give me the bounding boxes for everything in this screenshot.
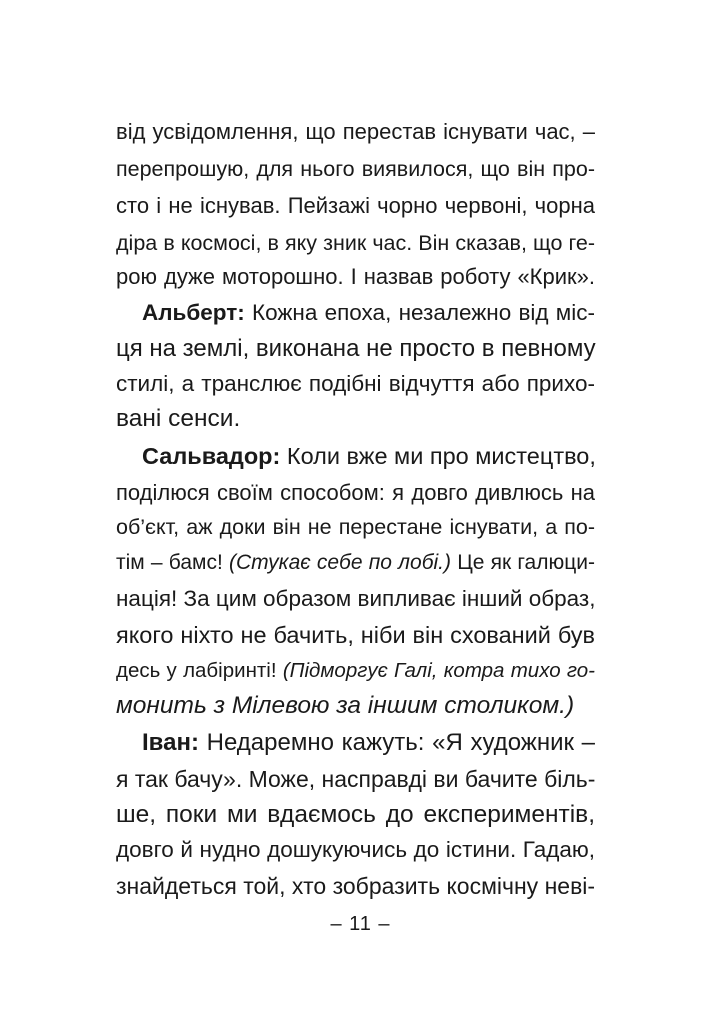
- line-text: якого ніхто не бачить, ніби він схований був: [116, 622, 595, 648]
- text-line: [116, 871, 595, 901]
- line-text: ше, поки ми вдаємось до експериментів,: [116, 801, 595, 828]
- line-text: рою дуже моторошно. І назвав роботу «Крик».: [116, 264, 595, 289]
- stage-direction: (Стукає себе по лобі.): [228, 551, 451, 574]
- line-text: я так бачу». Може, насправді ви бачите біль-: [116, 766, 596, 792]
- line-text: тім – бамс!: [116, 551, 229, 574]
- line-text: перепрошую, для нього виявилося, що він про-: [116, 157, 595, 181]
- line-text: об’єкт, аж доки він не перестане існувати, а по-: [116, 515, 595, 539]
- stage-direction: (Підморгує Галі, котра тихо го-: [282, 659, 595, 682]
- text-line: [116, 584, 595, 614]
- line-text: сто і не існував. Пейзажі чорно червоні, чорна: [116, 193, 595, 218]
- speaker-name: Альберт:: [142, 300, 245, 325]
- text-line: [116, 691, 595, 721]
- text-line: [116, 800, 595, 830]
- text-line: [116, 404, 595, 434]
- line-text: Це як галюци-: [451, 551, 595, 574]
- text-line: [116, 478, 595, 508]
- dialogue-line-salvador: [142, 441, 595, 471]
- text-line: [116, 369, 595, 399]
- speaker-name: Іван:: [142, 729, 199, 756]
- line-text: Недаремно кажуть: «Я художник –: [198, 729, 595, 756]
- text-line: [116, 228, 595, 258]
- line-text: десь у лабіринті!: [116, 659, 283, 682]
- speaker-name: Сальвадор:: [142, 443, 281, 469]
- text-line: [116, 191, 595, 221]
- page-number: – 11 –: [330, 913, 391, 935]
- line-text: вані сенси.: [116, 405, 241, 432]
- stage-direction: монить з Мілевою за іншим столиком.): [116, 692, 575, 719]
- text-line: [116, 334, 595, 364]
- line-text: від усвідомлення, що перестав існувати час, –: [116, 119, 595, 144]
- line-text: поділюся своїм способом: я довго дивлюсь на: [116, 480, 595, 505]
- dialogue-line-albert: [142, 298, 595, 328]
- text-line: [116, 154, 595, 184]
- text-line: [116, 262, 595, 292]
- text-line: [116, 835, 595, 865]
- line-text: ця на землі, виконана не просто в певному: [116, 335, 596, 362]
- dialogue-line-ivan: [142, 728, 595, 758]
- text-line: [116, 764, 595, 794]
- line-text: діра в космосі, в яку зник час. Він сказав, що ге-: [116, 231, 595, 255]
- line-text: знайдеться той, хто зобразить космічну неві-: [116, 873, 596, 899]
- line-text: нація! За цим образом випливає інший образ,: [116, 586, 596, 611]
- line-text: Коли вже ми про мистецтво,: [280, 443, 596, 469]
- text-line: [116, 656, 595, 686]
- text-line: [116, 548, 595, 578]
- line-text: Кожна епоха, незалежно від міс-: [244, 300, 595, 325]
- text-line: [116, 117, 595, 147]
- line-text: стилі, а транслює подібні відчуття або прихо-: [116, 371, 595, 396]
- text-line: [116, 512, 595, 542]
- line-text: довго й нудно дошукуючись до істини. Гадаю,: [116, 837, 595, 862]
- text-line: [116, 620, 595, 650]
